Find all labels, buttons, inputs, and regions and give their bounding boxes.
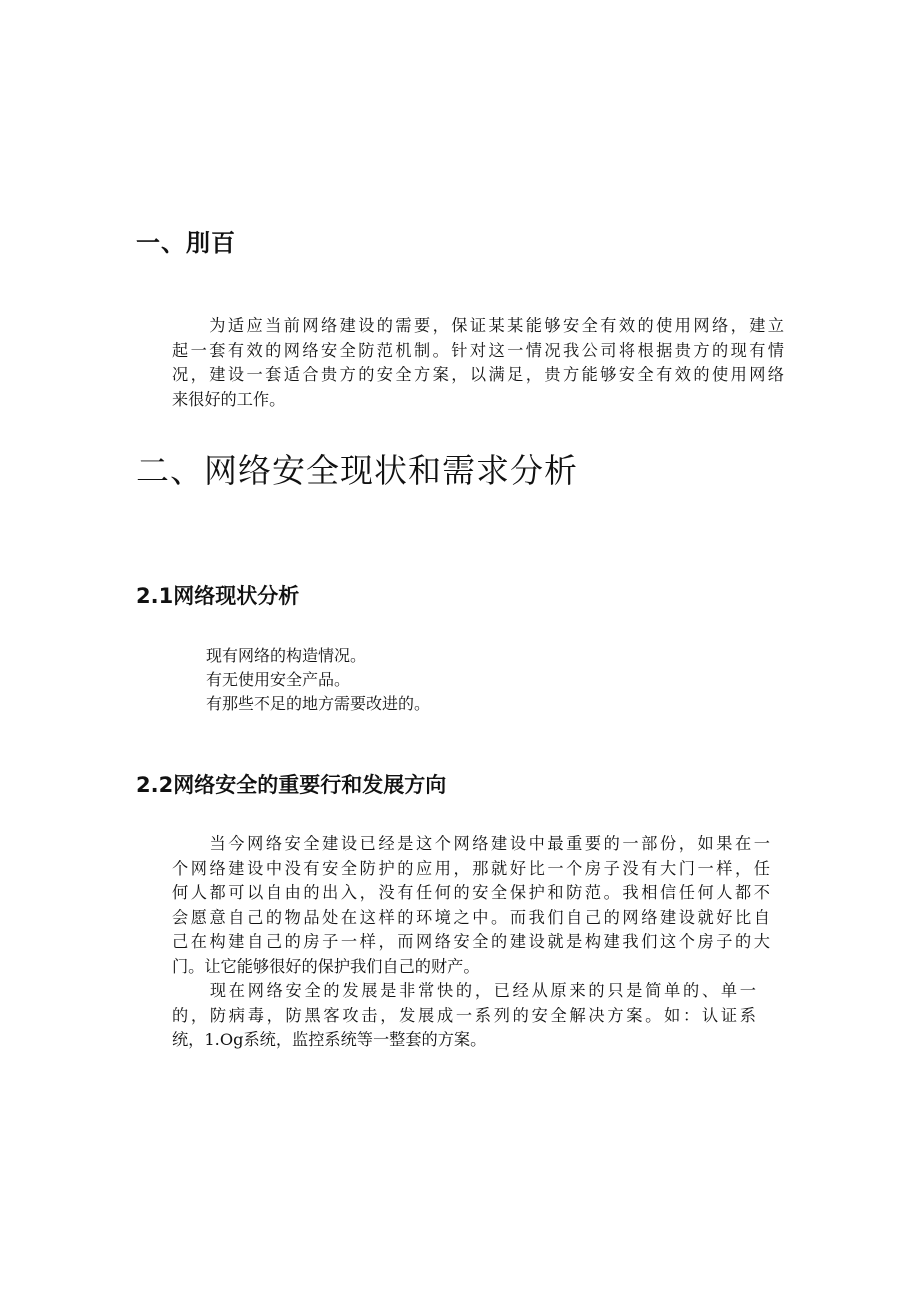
list-item: 有无使用安全产品。 [206,670,351,689]
paragraph-line: 现在网络安全的发展是非常快的，已经从原来的只是简单的、单一 [172,981,756,1000]
paragraph-line: 来很好的工作。 [172,389,286,409]
paragraph-line: 会愿意自己的物品处在这样的环境之中。而我们自己的网络建设就好比自 [172,907,770,927]
paragraph-line: 的，防病毒，防黑客攻击，发展成一系列的安全解决方案。如：认证系 [172,1005,756,1025]
subsection-2-1-heading: 2.1网络现状分析 [136,584,300,608]
subsection-2-2-heading: 2.2网络安全的重要行和发展方向 [136,773,447,797]
paragraph-line: 统，1.Og系统，监控系统等一整套的方案。 [172,1030,487,1049]
list-item: 现有网络的构造情况。 [206,646,367,665]
paragraph-line: 门。让它能够很好的保护我们自己的财产。 [172,956,480,976]
section1-paragraph [172,314,784,412]
paragraph-line: 况，建设一套适合贵方的安全方案，以满足，贵方能够安全有效的使用网络 [172,365,784,384]
subsection-2-2-paragraph-1 [172,832,770,979]
subsection-2-1-list [206,644,706,716]
paragraph-line: 为适应当前网络建设的需要，保证某某能够安全有效的使用网络，建立 [172,316,784,335]
section2-heading: 二、网络安全现状和需求分析 [136,451,578,490]
paragraph-line: 个网络建设中没有安全防护的应用，那就好比一个房子没有大门一样，任 [172,858,770,878]
paragraph-line: 当今网络安全建设已经是这个网络建设中最重要的一部份，如果在一 [172,834,770,853]
paragraph-line: 己在构建自己的房子一样，而网络安全的建设就是构建我们这个房子的大 [172,932,770,951]
list-item: 有那些不足的地方需要改进的。 [206,694,431,713]
subsection-2-2-paragraph-2 [172,979,756,1053]
paragraph-line: 起一套有效的网络安全防范机制。针对这一情况我公司将根据贵方的现有情 [172,340,784,360]
paragraph-line: 何人都可以自由的出入，没有任何的安全保护和防范。我相信任何人都不 [172,883,770,902]
section1-heading: 一、刖百 [136,229,236,257]
